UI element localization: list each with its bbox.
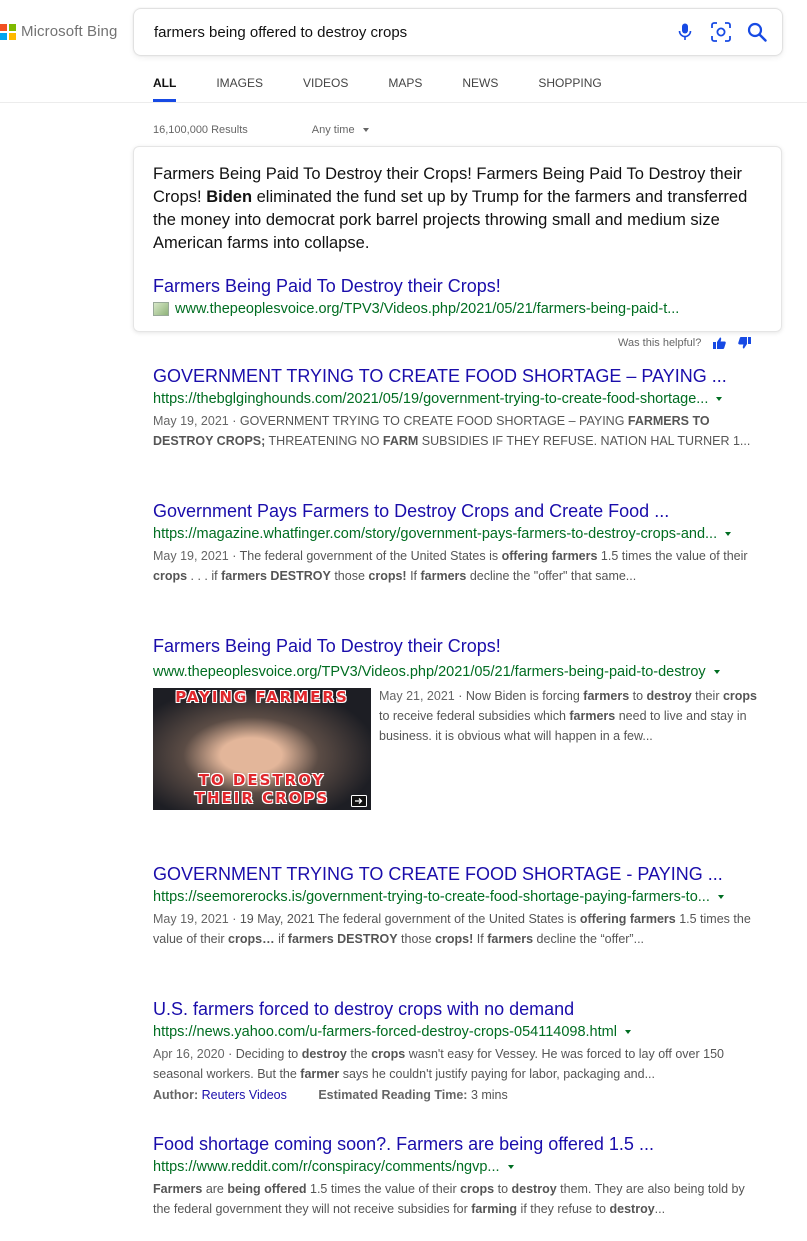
snippet-text: need to live and stay in business. it is obvious what will happen in a few... <box>379 709 747 743</box>
snippet-highlight: crops <box>153 569 188 583</box>
snippet-highlight: crops! <box>368 569 407 583</box>
reading-time-value: 3 mins <box>470 1088 508 1102</box>
time-filter-label: Any time <box>311 124 355 136</box>
result-title-link[interactable]: U.S. farmers forced to destroy crops with no demand <box>153 999 575 1019</box>
snippet-text: 1.5 times the value of their <box>153 912 751 946</box>
snippet-text: their <box>691 689 723 703</box>
snippet-highlight: FARM <box>382 434 419 448</box>
snippet-highlight: destroy <box>511 1182 557 1196</box>
result-title-link[interactable]: GOVERNMENT TRYING TO CREATE FOOD SHORTAGE - PAYING ... <box>153 864 723 884</box>
snippet-text: them. They are also being told by the federal government they will not receive subsidies for <box>153 1182 745 1216</box>
result-title-link[interactable]: GOVERNMENT TRYING TO CREATE FOOD SHORTAGE – PAYING ... <box>153 366 727 386</box>
answer-text-before: Farmers Being Paid To Destroy their Crops! Farmers Being Paid To Destroy their Crops! <box>153 165 743 206</box>
thumbs-up-icon[interactable] <box>713 337 726 349</box>
search-result-video <box>153 635 763 810</box>
share-icon[interactable] <box>351 795 367 807</box>
snippet-highlight: being offered <box>227 1182 307 1196</box>
result-url-text: https://magazine.whatfinger.com/story/government-pays-farmers-to-destroy-crops-and... <box>153 526 718 542</box>
snippet-text: if they refuse to <box>517 1202 610 1216</box>
snippet-highlight: farmer <box>300 1067 340 1081</box>
result-date: May 21, 2021 <box>379 689 455 703</box>
answer-card <box>133 146 782 332</box>
tab-shopping[interactable]: SHOPPING <box>538 76 602 90</box>
snippet-text: decline the “offer”... <box>533 932 645 946</box>
result-title-link[interactable]: Farmers Being Paid To Destroy their Crops! <box>153 636 501 656</box>
result-title-link[interactable]: Food shortage coming soon?. Farmers are being offered 1.5 ... <box>153 1134 654 1154</box>
snippet-highlight: Farmers <box>153 1182 203 1196</box>
microsoft-logo-icon <box>0 24 16 40</box>
answer-text-bold: Biden <box>206 188 253 206</box>
snippet-highlight: farming <box>471 1202 518 1216</box>
chevron-down-icon[interactable] <box>625 1030 631 1034</box>
result-url[interactable] <box>153 387 763 411</box>
results-count: 16,100,000 Results <box>153 124 248 136</box>
author-link[interactable]: Reuters Videos <box>201 1088 287 1102</box>
brand-name: Microsoft Bing <box>21 23 118 40</box>
snippet-text: to receive federal subsidies which <box>379 709 570 723</box>
snippet-text: . . . if <box>187 569 222 583</box>
time-filter-dropdown[interactable] <box>312 124 369 136</box>
snippet-text: are <box>202 1182 228 1196</box>
result-url[interactable] <box>153 885 763 909</box>
snippet-highlight: destroy <box>301 1047 347 1061</box>
video-thumbnail[interactable] <box>153 688 371 810</box>
answer-text-after: eliminated the fund set up by Trump for the farmers and transferred the money into democrat pork barrel projects throwing small and medium size American farms into collapse. <box>153 188 748 252</box>
search-result <box>153 365 763 451</box>
snippet-highlight: destroy <box>609 1202 655 1216</box>
chevron-down-icon[interactable] <box>508 1165 514 1169</box>
search-result <box>153 998 763 1106</box>
result-snippet <box>153 411 763 451</box>
snippet-text: those <box>397 932 436 946</box>
result-url[interactable] <box>153 1020 763 1044</box>
snippet-highlight: farmers <box>569 709 616 723</box>
header-divider <box>0 102 807 103</box>
result-url[interactable] <box>153 660 763 684</box>
result-snippet <box>153 1179 763 1219</box>
answer-text <box>153 163 762 255</box>
feedback-label: Was this helpful? <box>618 337 702 349</box>
snippet-text: If <box>406 569 421 583</box>
reading-time-label: Estimated Reading Time: <box>318 1088 468 1102</box>
search-input[interactable]: farmers being offered to destroy crops <box>154 23 408 41</box>
snippet-highlight: farmers <box>487 932 534 946</box>
snippet-text: if <box>274 932 288 946</box>
result-url-text: https://news.yahoo.com/u-farmers-forced-destroy-crops-054114098.html <box>153 1024 617 1040</box>
microphone-icon[interactable] <box>674 21 696 43</box>
chevron-down-icon[interactable] <box>725 532 731 536</box>
tab-all[interactable]: ALL <box>153 72 176 102</box>
snippet-highlight: destroy <box>646 689 692 703</box>
result-date: May 19, 2021 <box>153 414 229 428</box>
snippet-text: decline the "offer" that same... <box>466 569 637 583</box>
favicon-icon <box>153 302 169 316</box>
snippet-text: SUBSIDIES IF THEY REFUSE. NATION HAL TURNER 1... <box>418 434 751 448</box>
author-label: Author: <box>153 1088 199 1102</box>
result-url[interactable] <box>153 1155 763 1179</box>
result-snippet <box>153 546 763 586</box>
result-date: May 19, 2021 <box>153 549 229 563</box>
snippet-highlight: crops <box>460 1182 495 1196</box>
snippet-text: the <box>346 1047 372 1061</box>
tab-news[interactable]: NEWS <box>462 76 499 90</box>
result-date: Apr 16, 2020 <box>153 1047 225 1061</box>
snippet-text: to <box>494 1182 512 1196</box>
snippet-highlight: offering farmers <box>501 549 598 563</box>
search-result <box>153 1133 763 1219</box>
chevron-down-icon[interactable] <box>716 397 722 401</box>
snippet-text: If <box>473 932 488 946</box>
result-url-text: www.thepeoplesvoice.org/TPV3/Videos.php/2021/05/21/farmers-being-paid-to-destroy <box>153 664 706 680</box>
snippet-text: · Now Biden is forcing <box>454 689 584 703</box>
chevron-down-icon[interactable] <box>714 670 720 674</box>
snippet-highlight: crops <box>371 1047 406 1061</box>
result-url-text: https://thebglginghounds.com/2021/05/19/government-trying-to-create-food-shortage... <box>153 391 709 407</box>
thumbnail-overlay-mid: TO DESTROY <box>198 771 326 789</box>
snippet-highlight: farmers DESTROY <box>221 569 331 583</box>
snippet-text: 1.5 times the value of their <box>306 1182 461 1196</box>
snippet-text: · GOVERNMENT TRYING TO CREATE FOOD SHORTAGE – PAYING <box>228 414 628 428</box>
snippet-text: · 19 May, 2021 The federal government of the United States is <box>228 912 580 926</box>
snippet-text: wasn't easy for Vessey. He was forced to lay off over 150 seasonal workers. But the <box>153 1047 724 1081</box>
result-snippet <box>379 686 763 810</box>
snippet-text: THREATENING NO <box>265 434 383 448</box>
result-url-text: https://seemorerocks.is/government-trying-to-create-food-shortage-paying-farmers-to... <box>153 889 710 905</box>
result-snippet <box>153 909 763 949</box>
results-meta <box>153 124 369 136</box>
answer-source-url[interactable] <box>153 301 762 317</box>
search-box[interactable] <box>133 8 783 56</box>
thumbnail-overlay-bottom: THEIR CROPS <box>194 789 330 807</box>
chevron-down-icon <box>363 128 369 132</box>
snippet-highlight: crops! <box>435 932 474 946</box>
search-tabs <box>153 72 642 102</box>
snippet-text: to <box>629 689 647 703</box>
snippet-highlight: crops <box>722 689 757 703</box>
snippet-highlight: farmers <box>420 569 467 583</box>
tab-maps[interactable]: MAPS <box>388 76 423 90</box>
result-attribution <box>153 1084 763 1106</box>
snippet-highlight: crops… <box>228 932 275 946</box>
search-result <box>153 863 763 949</box>
result-date: May 19, 2021 <box>153 912 229 926</box>
snippet-highlight: farmers DESTROY <box>287 932 398 946</box>
feedback-row <box>618 337 751 349</box>
search-result <box>153 500 763 586</box>
snippet-highlight: offering farmers <box>579 912 676 926</box>
result-snippet <box>153 1044 763 1084</box>
thumbnail-overlay-top: PAYING FARMERS <box>175 688 349 706</box>
snippet-text: those <box>330 569 369 583</box>
snippet-highlight: FARMERS TO DESTROY CROPS; <box>153 414 710 448</box>
result-title-link[interactable]: Government Pays Farmers to Destroy Crops and Create Food ... <box>153 501 670 521</box>
bing-logo[interactable] <box>0 23 117 40</box>
snippet-text: · The federal government of the United States is <box>228 549 502 563</box>
visual-search-icon[interactable] <box>710 21 732 43</box>
snippet-highlight: farmers <box>583 689 630 703</box>
result-url[interactable] <box>153 522 763 546</box>
tab-images[interactable]: IMAGES <box>216 76 264 90</box>
snippet-text: says he couldn't justify paying for labor, packaging and... <box>339 1067 655 1081</box>
answer-source-url-text: www.thepeoplesvoice.org/TPV3/Videos.php/2021/05/21/farmers-being-paid-t... <box>175 301 680 317</box>
search-icon[interactable] <box>746 21 768 43</box>
snippet-text: ... <box>654 1202 666 1216</box>
snippet-text: 1.5 times the value of their <box>597 549 748 563</box>
tab-videos[interactable]: VIDEOS <box>303 76 349 90</box>
result-url-text: https://www.reddit.com/r/conspiracy/comments/ngvp... <box>153 1159 500 1175</box>
chevron-down-icon[interactable] <box>718 895 724 899</box>
snippet-text: · Deciding to <box>224 1047 302 1061</box>
answer-source-link[interactable]: Farmers Being Paid To Destroy their Crops! <box>153 276 501 296</box>
thumbs-down-icon[interactable] <box>738 337 751 349</box>
